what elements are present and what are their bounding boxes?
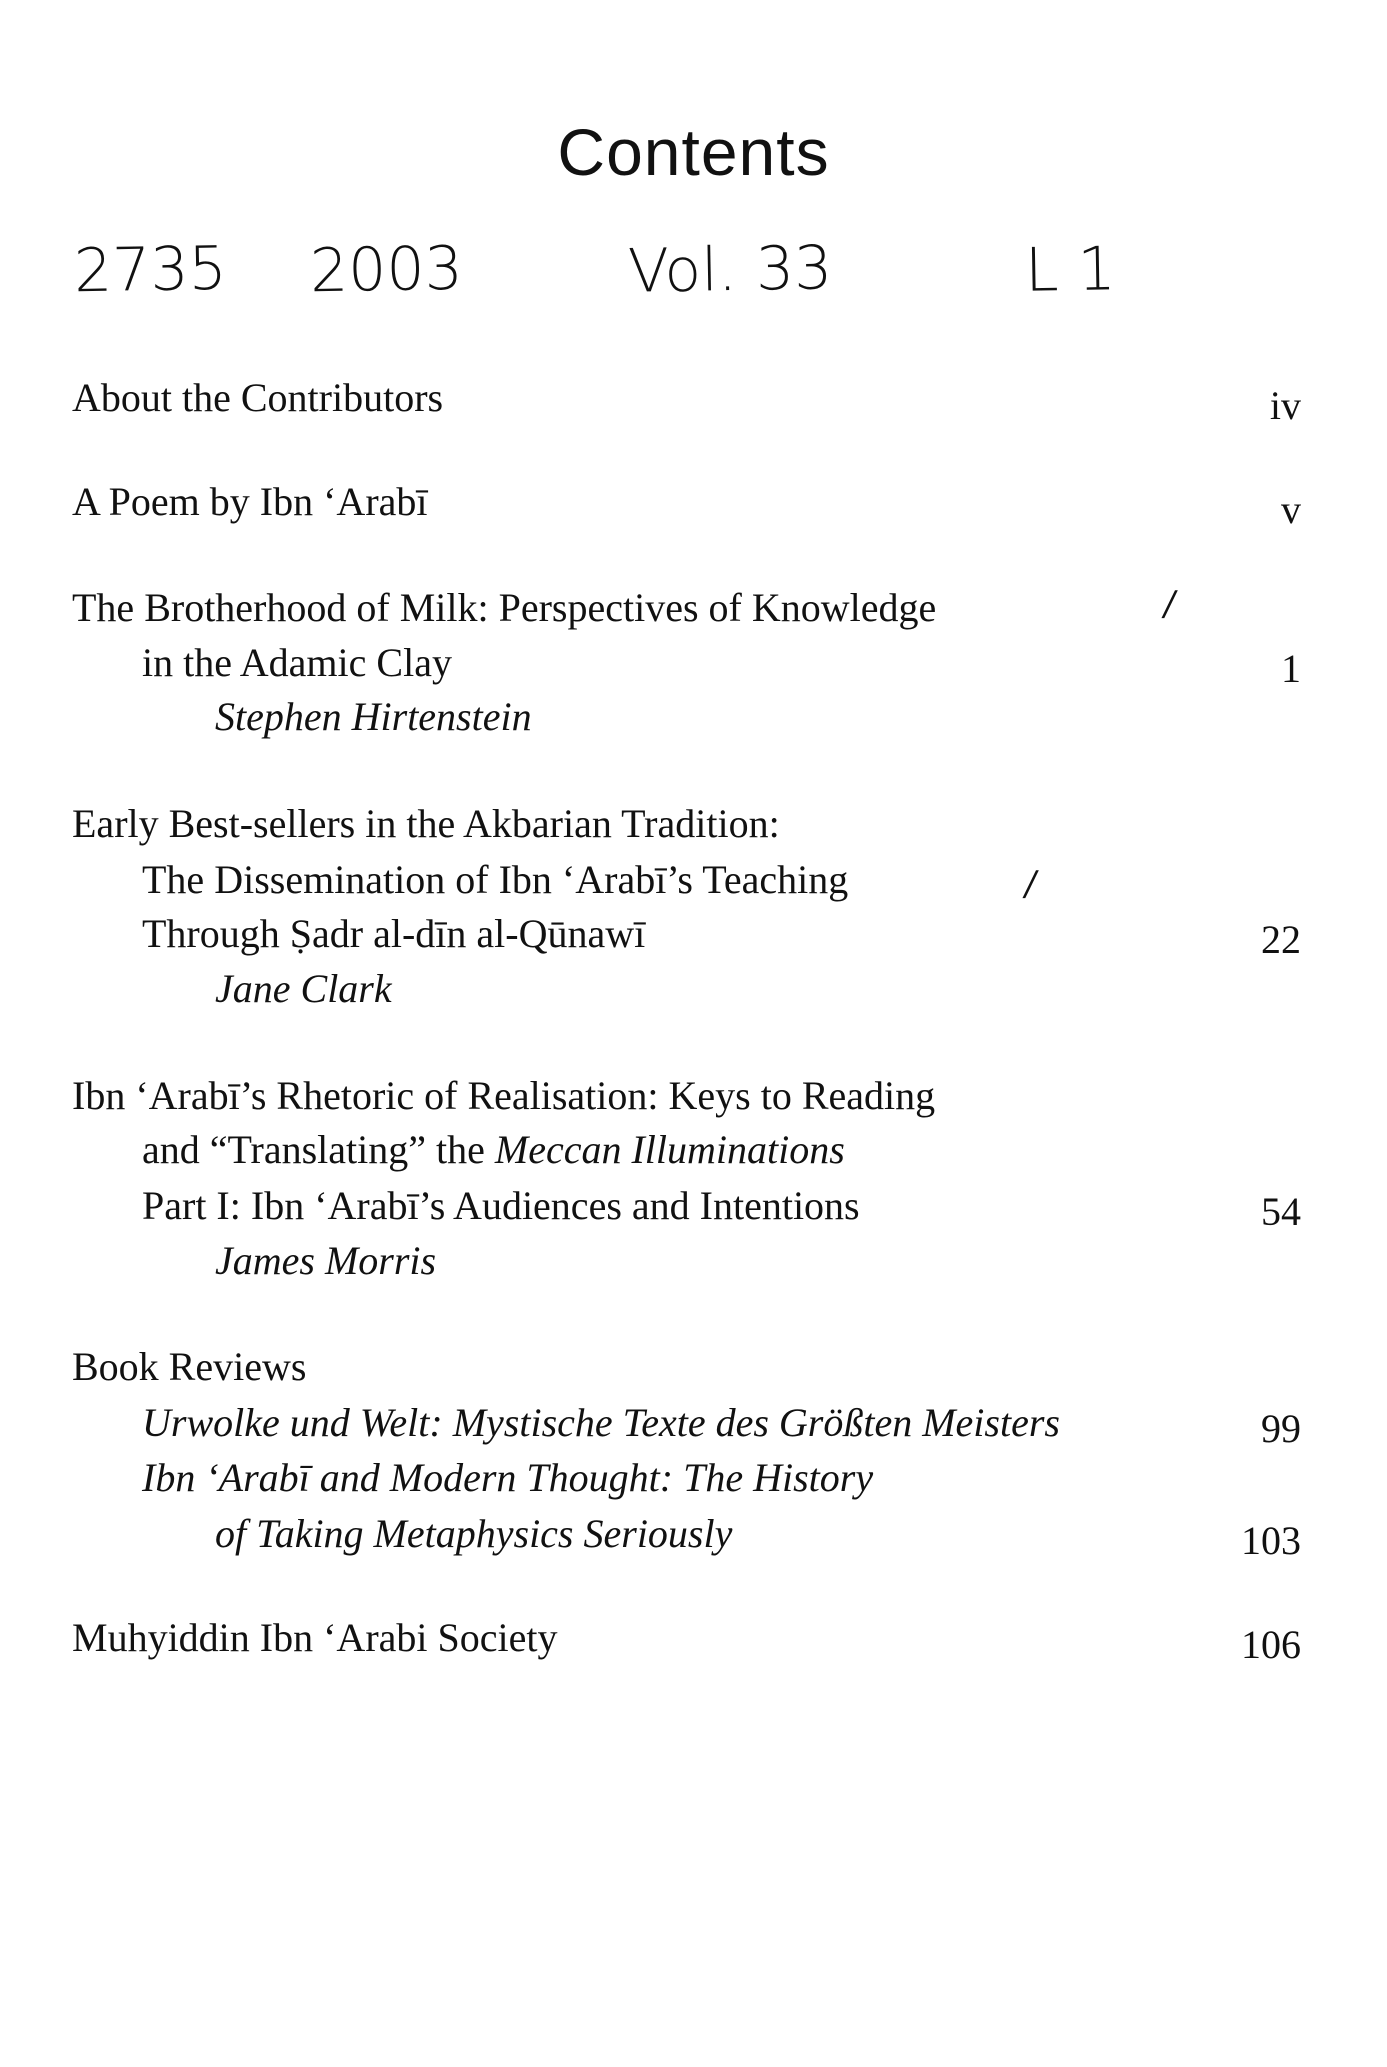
entry-title-plain: and “Translating” the bbox=[142, 1127, 495, 1172]
entry-title-line: Through Ṣadr al-dīn al-Qūnawī bbox=[142, 911, 646, 956]
entry-title-line: Part I: Ibn ‘Arabī’s Audiences and Intentions bbox=[142, 1183, 860, 1228]
handwritten-number: 2735 bbox=[73, 233, 228, 307]
page-number: 106 bbox=[1241, 1622, 1301, 1667]
entry-author: Stephen Hirtenstein bbox=[215, 694, 532, 739]
pencil-check-mark: / bbox=[1021, 864, 1040, 904]
page-title: Contents bbox=[557, 115, 830, 189]
entry-title-line: Ibn ‘Arabī and Modern Thought: The History bbox=[142, 1455, 874, 1500]
entry-author: Jane Clark bbox=[215, 966, 392, 1011]
page-number: v bbox=[1281, 487, 1301, 532]
entry-title-line: The Dissemination of Ibn ‘Arabī’s Teaching bbox=[142, 857, 849, 902]
handwritten-volume: Vol. 33 bbox=[627, 233, 833, 307]
entry-author: James Morris bbox=[215, 1238, 437, 1283]
entry-title-line: Early Best-sellers in the Akbarian Tradition: bbox=[72, 801, 780, 846]
entry-title-line: The Brotherhood of Milk: Perspectives of Knowledge bbox=[72, 585, 937, 630]
entry-title: About the Contributors bbox=[72, 375, 444, 420]
page-number: 99 bbox=[1261, 1406, 1301, 1451]
handwritten-code: L 1 bbox=[1024, 234, 1117, 306]
page-number: 1 bbox=[1281, 646, 1301, 691]
section-heading: Book Reviews bbox=[72, 1344, 307, 1389]
page-number: iv bbox=[1269, 383, 1301, 428]
handwritten-year: 2003 bbox=[309, 233, 464, 307]
page-number: 103 bbox=[1241, 1518, 1301, 1563]
page-number: 22 bbox=[1261, 917, 1301, 962]
entry-title-line: Urwolke und Welt: Mystische Texte des Größten Meisters bbox=[142, 1400, 1060, 1445]
entry-title: Muhyiddin Ibn ‘Arabi Society bbox=[72, 1615, 558, 1660]
page-number: 54 bbox=[1261, 1189, 1301, 1234]
entry-title-line bbox=[142, 1126, 845, 1174]
pencil-check-mark: / bbox=[1160, 584, 1179, 624]
entry-title-line: of Taking Metaphysics Seriously bbox=[215, 1511, 733, 1556]
entry-title-line: Ibn ‘Arabī’s Rhetoric of Realisation: Keys to Reading bbox=[72, 1073, 936, 1118]
entry-title: A Poem by Ibn ‘Arabī bbox=[72, 479, 428, 524]
entry-title-line: in the Adamic Clay bbox=[142, 640, 452, 685]
entry-title-italic: Meccan Illuminations bbox=[494, 1127, 845, 1172]
